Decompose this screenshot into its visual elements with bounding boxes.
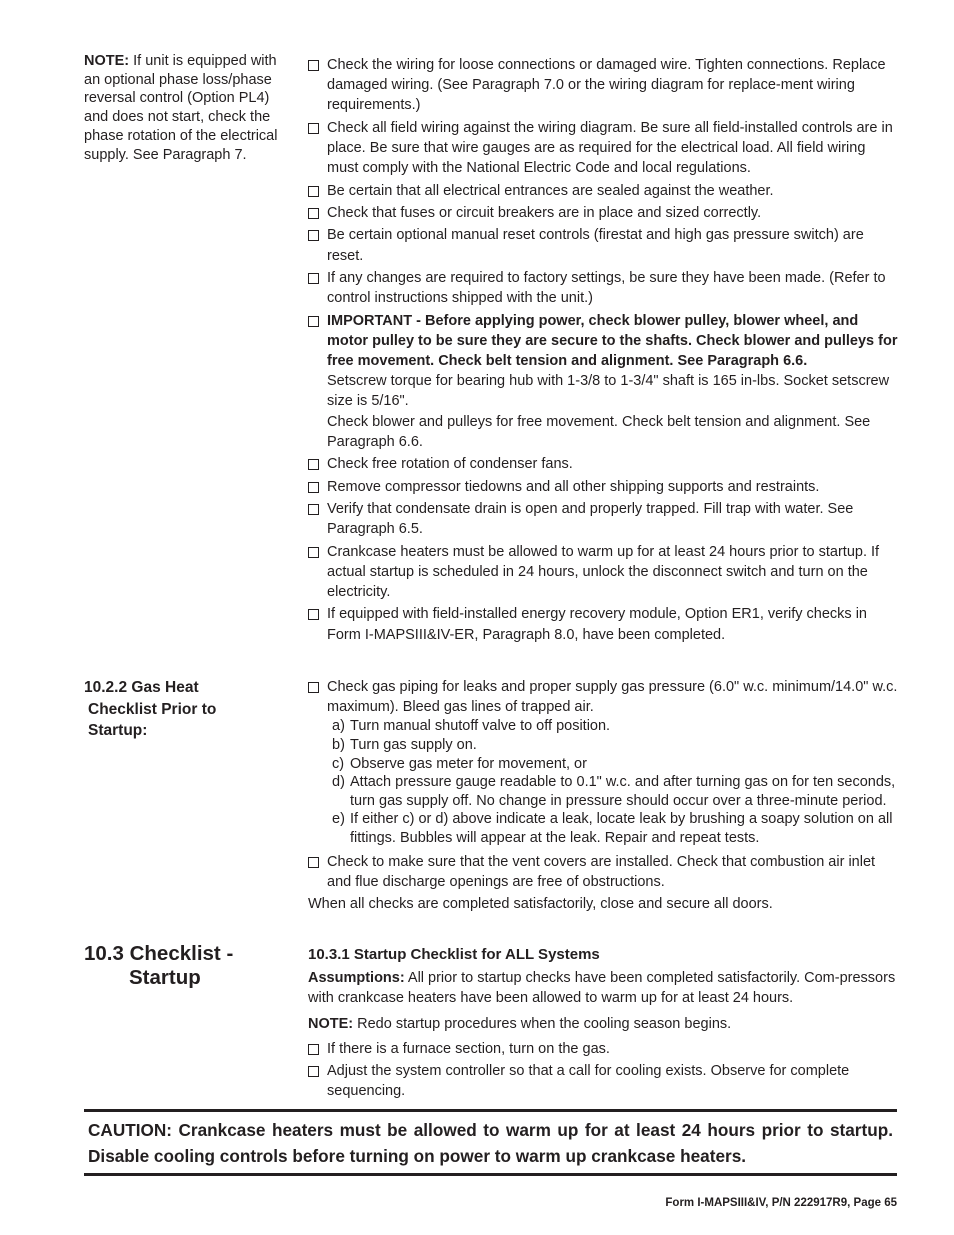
checklist-item: Check the wiring for loose connections or damaged wire. Tighten connections. Replace damaged wiring. (See Paragraph 7.0 or the wiring diagram for replace-ment wiring requirements.) (308, 55, 900, 116)
checkbox-icon[interactable] (308, 1066, 319, 1077)
checkbox-icon[interactable] (308, 482, 319, 493)
gas-heat-checklist (308, 677, 900, 914)
checklist-item: Check that fuses or circuit breakers are in place and sized correctly. (308, 203, 900, 223)
note-label: NOTE: (84, 53, 130, 69)
checklist-item: Adjust the system controller so that a call for cooling exists. Observe for complete sequencing. (308, 1061, 900, 1101)
checklist-item: Be certain that all electrical entrances are sealed against the weather. (308, 181, 900, 201)
checklist-item: Check to make sure that the vent covers are installed. Check that combustion air inlet and flue discharge openings are free of obstructions. (308, 852, 900, 892)
gas-step: d) Attach pressure gauge readable to 0.1" w.c. and after turning gas on for ten seconds, turn gas supply off. No change in pressure should occur over a three-minute period. (332, 774, 896, 809)
checkbox-icon[interactable] (308, 208, 319, 219)
checkbox-icon[interactable] (308, 504, 319, 515)
caution-box (84, 1109, 897, 1176)
startup-checklist (308, 945, 900, 1104)
checkbox-icon[interactable] (308, 123, 319, 134)
startup-subheading: 10.3.1 Startup Checklist for ALL Systems (308, 946, 600, 963)
setscrew-text: Setscrew torque for bearing hub with 1-3/8 to 1-3/4" shaft is 165 in-lbs. Socket setscrew size is 5/16". (327, 373, 890, 410)
checkbox-icon[interactable] (308, 60, 319, 71)
checklist-item: Remove compressor tiedowns and all other shipping supports and restraints. (308, 477, 900, 497)
checklist-item: Verify that condensate drain is open and properly trapped. Fill trap with water. See Paragraph 6.5. (308, 499, 900, 539)
checkbox-icon[interactable] (308, 186, 319, 197)
important-item (308, 311, 900, 452)
checkbox-icon[interactable] (308, 459, 319, 470)
checklist-item: Check gas piping for leaks and proper supply gas pressure (6.0" w.c. minimum/14.0" w.c. maximum). Bleed gas lines of trapped air. (308, 677, 900, 717)
important-text: IMPORTANT - Before applying power, check blower pulley, blower wheel, and motor pulley to be sure they are secure to the shafts. Check blower and pulleys for free movement. Check belt tension and alignment. See Paragraph 6.6. (327, 312, 898, 369)
electrical-checklist (308, 55, 900, 647)
checkbox-icon[interactable] (308, 547, 319, 558)
checklist-item: Check free rotation of condenser fans. (308, 454, 900, 474)
checklist-item: Be certain optional manual reset controls (firestat and high gas pressure switch) are reset. (308, 225, 900, 265)
gas-step: e) If either c) or d) above indicate a leak, locate leak by brushing a soapy solution on all fittings. Bubbles will appear at the leak. Repair and repeat tests. (332, 811, 893, 846)
gas-step: b) Turn gas supply on. (332, 737, 477, 753)
checklist-item: Check all field wiring against the wiring diagram. Be sure all field-installed controls are in place. Be sure that wire gauges are as required for the electrical load. All field wiring must comply with the National Electric Code and local regulations. (308, 118, 900, 179)
side-note (84, 52, 284, 164)
checklist-item: If there is a furnace section, turn on the gas. (308, 1039, 900, 1059)
close-doors-text: When all checks are completed satisfactorily, close and secure all doors. (308, 896, 773, 913)
startup-note: NOTE: Redo startup procedures when the cooling season begins. (308, 1015, 732, 1032)
checkbox-icon[interactable] (308, 273, 319, 284)
checklist-item: If any changes are required to factory settings, be sure they have been made. (Refer to control instructions shipped with the unit.) (308, 268, 900, 308)
checkbox-icon[interactable] (308, 857, 319, 868)
checkbox-icon[interactable] (308, 316, 319, 327)
checklist-item: If equipped with field-installed energy recovery module, Option ER1, verify checks in Form I-MAPSIII&IV-ER, Paragraph 8.0, have been completed. (308, 604, 900, 644)
startup-heading: 10.3 Checklist - Startup (84, 942, 234, 989)
gas-step: a) Turn manual shutoff valve to off position. (332, 718, 611, 735)
blower-check-text: Check blower and pulleys for free movement. Check belt tension and alignment. See Paragraph 6.6. (327, 413, 871, 450)
caution-text: CAUTION: Crankcase heaters must be allowed to warm up for at least 24 hours prior to startup. Disable cooling controls before turning on power to warm up crankcase heaters. (88, 1120, 893, 1166)
checkbox-icon[interactable] (308, 682, 319, 693)
page-footer: Form I-MAPSIII&IV, P/N 222917R9, Page 65 (665, 1197, 897, 1209)
gas-heat-heading: 10.2.2 Gas Heat Checklist Prior to Startup: (84, 679, 217, 739)
note-text: If unit is equipped with an optional phase loss/phase reversal control (Option PL4) and does not start, check the phase rotation of the electrical supply. See Paragraph 7. (84, 53, 278, 163)
checkbox-icon[interactable] (308, 1044, 319, 1055)
checkbox-icon[interactable] (308, 230, 319, 241)
checkbox-icon[interactable] (308, 609, 319, 620)
checklist-item: Crankcase heaters must be allowed to warm up for at least 24 hours prior to startup. If actual startup is scheduled in 24 hours, unlock the disconnect switch and turn on the electricity. (308, 542, 900, 603)
gas-step: c) Observe gas meter for movement, or (332, 755, 587, 772)
assumptions: Assumptions: All prior to startup checks have been completed satisfactorily. Com-pressors with crankcase heaters have been allowed to warm up for at least 24 hours. (308, 970, 896, 1007)
